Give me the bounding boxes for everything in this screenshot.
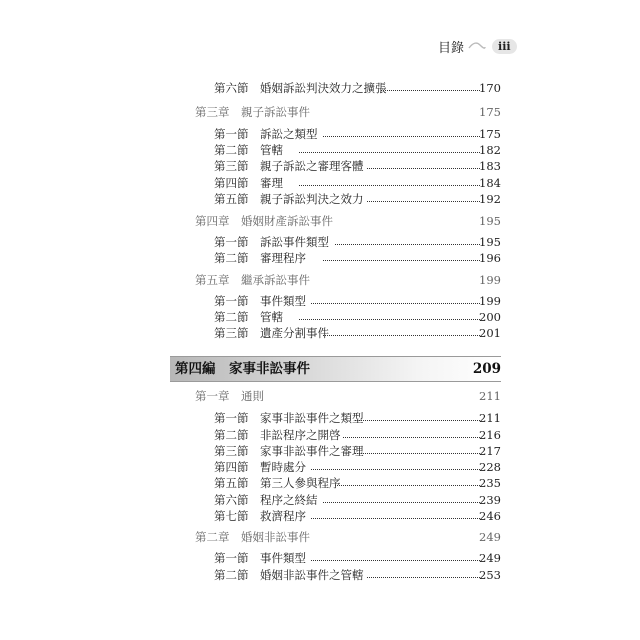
leader-dots xyxy=(381,90,480,91)
toc-entry-page: 183 xyxy=(479,159,501,173)
toc-entry-label: 第一節 訴訟事件類型 xyxy=(214,235,329,249)
toc-entry-page: 192 xyxy=(479,192,501,206)
toc-entry-section[interactable] xyxy=(0,474,640,492)
toc-entry-label: 第四節 暫時處分 xyxy=(214,460,306,474)
leader-dots xyxy=(355,420,480,421)
toc-entry-label: 第三節 親子訴訟之審理客體 xyxy=(214,159,364,173)
running-head-title: 目錄 xyxy=(438,40,465,56)
toc-entry-label: 第二節 審理程序 xyxy=(214,251,306,265)
leader-dots xyxy=(299,319,480,320)
toc-chapter-page: 175 xyxy=(479,105,501,119)
leader-dots xyxy=(355,453,480,454)
toc-entry-page: 182 xyxy=(479,143,501,157)
part-page: 209 xyxy=(472,361,501,377)
toc-entry-section[interactable] xyxy=(0,507,640,525)
toc-chapter-label: 第一章 通則 xyxy=(195,389,264,403)
toc-entry-page: 239 xyxy=(479,493,501,507)
toc-entry-page: 196 xyxy=(479,251,501,265)
leader-dots xyxy=(311,303,480,304)
leader-dots xyxy=(367,201,480,202)
toc-entry-label: 第一節 家事非訟事件之類型 xyxy=(214,411,364,425)
leader-dots xyxy=(343,437,480,438)
leader-dots xyxy=(335,244,480,245)
leader-dots xyxy=(311,518,480,519)
running-head xyxy=(438,36,517,56)
toc-entry-page: 249 xyxy=(479,551,501,565)
running-head-page-number: iii xyxy=(492,39,517,54)
leader-dots xyxy=(335,485,480,486)
toc-entry-label: 第一節 訴訟之類型 xyxy=(214,127,318,141)
leader-dots xyxy=(299,152,480,153)
toc-entry-page: 199 xyxy=(479,294,501,308)
toc-entry-section[interactable] xyxy=(0,549,640,567)
part-title: 第四編 家事非訟事件 xyxy=(175,361,310,377)
toc-entry-section[interactable] xyxy=(0,566,640,584)
toc-entry-label: 第五節 第三人參與程序 xyxy=(214,476,341,490)
toc-entry-label: 第六節 程序之終結 xyxy=(214,493,318,507)
toc-entry-label: 第七節 救濟程序 xyxy=(214,509,306,523)
toc-entry-page: 235 xyxy=(479,476,501,490)
part-header-band[interactable] xyxy=(170,356,501,382)
toc-entry-page: 195 xyxy=(479,235,501,249)
toc-chapter-label: 第四章 婚姻財產訴訟事件 xyxy=(195,214,333,228)
toc-entry-label: 第二節 非訟程序之開啓 xyxy=(214,428,341,442)
leader-dots xyxy=(311,560,480,561)
leader-dots xyxy=(323,136,480,137)
leader-dots xyxy=(323,335,480,336)
toc-entry-label: 第一節 事件類型 xyxy=(214,294,306,308)
toc-chapter-page: 211 xyxy=(479,389,501,403)
leader-dots xyxy=(367,168,480,169)
toc-entry-label: 第二節 管轄 xyxy=(214,310,283,324)
toc-entry-section[interactable] xyxy=(0,190,640,208)
toc-entry-label: 第一節 事件類型 xyxy=(214,551,306,565)
toc-entry-chapter[interactable] xyxy=(0,212,640,230)
toc-chapter-label: 第五章 繼承訴訟事件 xyxy=(195,273,310,287)
toc-chapter-label: 第三章 親子訴訟事件 xyxy=(195,105,310,119)
toc-chapter-page: 195 xyxy=(479,214,501,228)
leader-dots xyxy=(299,185,480,186)
toc-entry-section[interactable] xyxy=(0,157,640,175)
toc-entry-label: 第三節 家事非訟事件之審理 xyxy=(214,444,364,458)
toc-entry-label: 第六節 婚姻訴訟判決效力之擴張 xyxy=(214,81,387,95)
toc-entry-chapter[interactable] xyxy=(0,528,640,546)
toc-entry-page: 201 xyxy=(479,326,501,340)
toc-entry-page: 200 xyxy=(479,310,501,324)
leader-dots xyxy=(367,577,480,578)
toc-entry-section[interactable] xyxy=(0,249,640,267)
toc-chapter-label: 第二章 婚姻非訟事件 xyxy=(195,530,310,544)
toc-entry-page: 253 xyxy=(479,568,501,582)
toc-entry-section[interactable] xyxy=(0,79,640,97)
toc-entry-chapter[interactable] xyxy=(0,387,640,405)
swoosh-ornament-icon xyxy=(468,39,486,53)
toc-chapter-page: 199 xyxy=(479,273,501,287)
toc-entry-page: 170 xyxy=(479,81,501,95)
leader-dots xyxy=(323,260,480,261)
toc-chapter-page: 249 xyxy=(479,530,501,544)
toc-entry-label: 第二節 婚姻非訟事件之管轄 xyxy=(214,568,364,582)
toc-entry-label: 第三節 遺產分割事件 xyxy=(214,326,329,340)
toc-entry-label: 第二節 管轄 xyxy=(214,143,283,157)
toc-entry-chapter[interactable] xyxy=(0,271,640,289)
toc-entry-chapter[interactable] xyxy=(0,103,640,121)
toc-entry-page: 216 xyxy=(479,428,501,442)
toc-entry-page: 228 xyxy=(479,460,501,474)
toc-entry-page: 246 xyxy=(479,509,501,523)
toc-entry-label: 第五節 親子訴訟判決之效力 xyxy=(214,192,364,206)
toc-entry-page: 184 xyxy=(479,176,501,190)
toc-entry-label: 第四節 審理 xyxy=(214,176,283,190)
toc-entry-section[interactable] xyxy=(0,409,640,427)
leader-dots xyxy=(323,502,480,503)
toc-entry-section[interactable] xyxy=(0,324,640,342)
leader-dots xyxy=(311,469,480,470)
toc-entry-page: 175 xyxy=(479,127,501,141)
toc-entry-page: 211 xyxy=(479,411,501,425)
toc-entry-page: 217 xyxy=(479,444,501,458)
